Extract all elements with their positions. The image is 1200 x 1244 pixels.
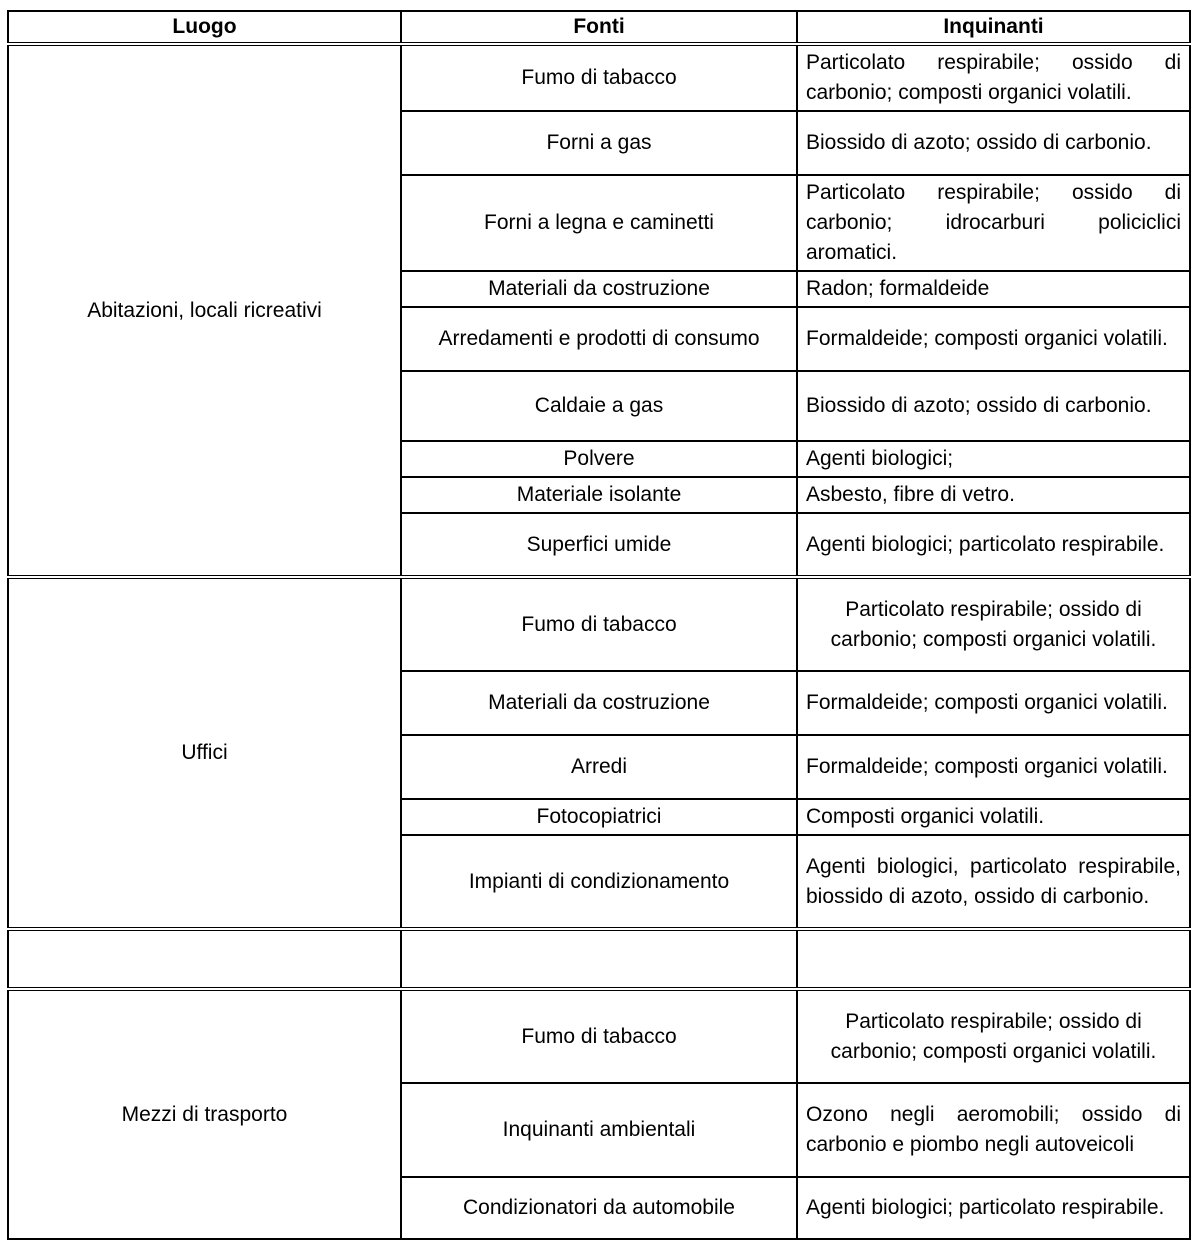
inquinanti-cell: Formaldeide; composti organici volatili.	[797, 671, 1190, 735]
inquinanti-cell: Particolato respirabile; ossido di carbonio; idrocarburi policiclici aromatici.	[797, 175, 1190, 271]
inquinanti-cell: Ozono negli aeromobili; ossido di carbonio e piombo negli autoveicoli	[797, 1083, 1190, 1177]
empty-row	[8, 929, 1190, 989]
header-fonti: Fonti	[401, 11, 797, 44]
inquinanti-cell: Particolato respirabile; ossido di carbonio; composti organici volatili.	[797, 989, 1190, 1083]
inquinanti-cell: Asbesto, fibre di vetro.	[797, 477, 1190, 513]
header-luogo: Luogo	[8, 11, 401, 44]
inquinanti-cell: Biossido di azoto; ossido di carbonio.	[797, 111, 1190, 175]
empty-cell	[401, 929, 797, 989]
fonte-cell: Forni a legna e caminetti	[401, 175, 797, 271]
luogo-cell: Uffici	[8, 577, 401, 929]
table-row	[8, 989, 1190, 1083]
fonte-cell: Arredamenti e prodotti di consumo	[401, 307, 797, 371]
empty-cell	[797, 929, 1190, 989]
fonte-cell: Forni a gas	[401, 111, 797, 175]
inquinanti-cell: Agenti biologici; particolato respirabile.	[797, 1177, 1190, 1239]
fonte-cell: Caldaie a gas	[401, 371, 797, 441]
inquinanti-cell: Particolato respirabile; ossido di carbonio; composti organici volatili.	[797, 44, 1190, 111]
fonte-cell: Fumo di tabacco	[401, 577, 797, 671]
table-row	[8, 577, 1190, 671]
luogo-cell: Abitazioni, locali ricreativi	[8, 44, 401, 577]
inquinanti-cell: Biossido di azoto; ossido di carbonio.	[797, 371, 1190, 441]
inquinanti-cell: Particolato respirabile; ossido di carbonio; composti organici volatili.	[797, 577, 1190, 671]
fonte-cell: Polvere	[401, 441, 797, 477]
fonte-cell: Arredi	[401, 735, 797, 799]
inquinanti-cell: Agenti biologici; particolato respirabile.	[797, 513, 1190, 577]
luogo-cell: Mezzi di trasporto	[8, 989, 401, 1239]
inquinanti-cell: Formaldeide; composti organici volatili.	[797, 735, 1190, 799]
inquinanti-cell: Radon; formaldeide	[797, 271, 1190, 307]
inquinanti-cell: Composti organici volatili.	[797, 799, 1190, 835]
fonte-cell: Fumo di tabacco	[401, 989, 797, 1083]
fonte-cell: Materiali da costruzione	[401, 671, 797, 735]
empty-cell	[8, 929, 401, 989]
fonte-cell: Inquinanti ambientali	[401, 1083, 797, 1177]
fonte-cell: Superfici umide	[401, 513, 797, 577]
inquinanti-cell: Agenti biologici;	[797, 441, 1190, 477]
header-inquinanti: Inquinanti	[797, 11, 1190, 44]
fonte-cell: Fotocopiatrici	[401, 799, 797, 835]
header-row	[8, 11, 1190, 44]
fonte-cell: Materiale isolante	[401, 477, 797, 513]
fonte-cell: Impianti di condizionamento	[401, 835, 797, 929]
inquinanti-cell: Formaldeide; composti organici volatili.	[797, 307, 1190, 371]
table-row	[8, 44, 1190, 111]
fonte-cell: Condizionatori da automobile	[401, 1177, 797, 1239]
pollutants-table	[7, 10, 1191, 1240]
fonte-cell: Fumo di tabacco	[401, 44, 797, 111]
fonte-cell: Materiali da costruzione	[401, 271, 797, 307]
inquinanti-cell: Agenti biologici, particolato respirabile, biossido di azoto, ossido di carbonio.	[797, 835, 1190, 929]
